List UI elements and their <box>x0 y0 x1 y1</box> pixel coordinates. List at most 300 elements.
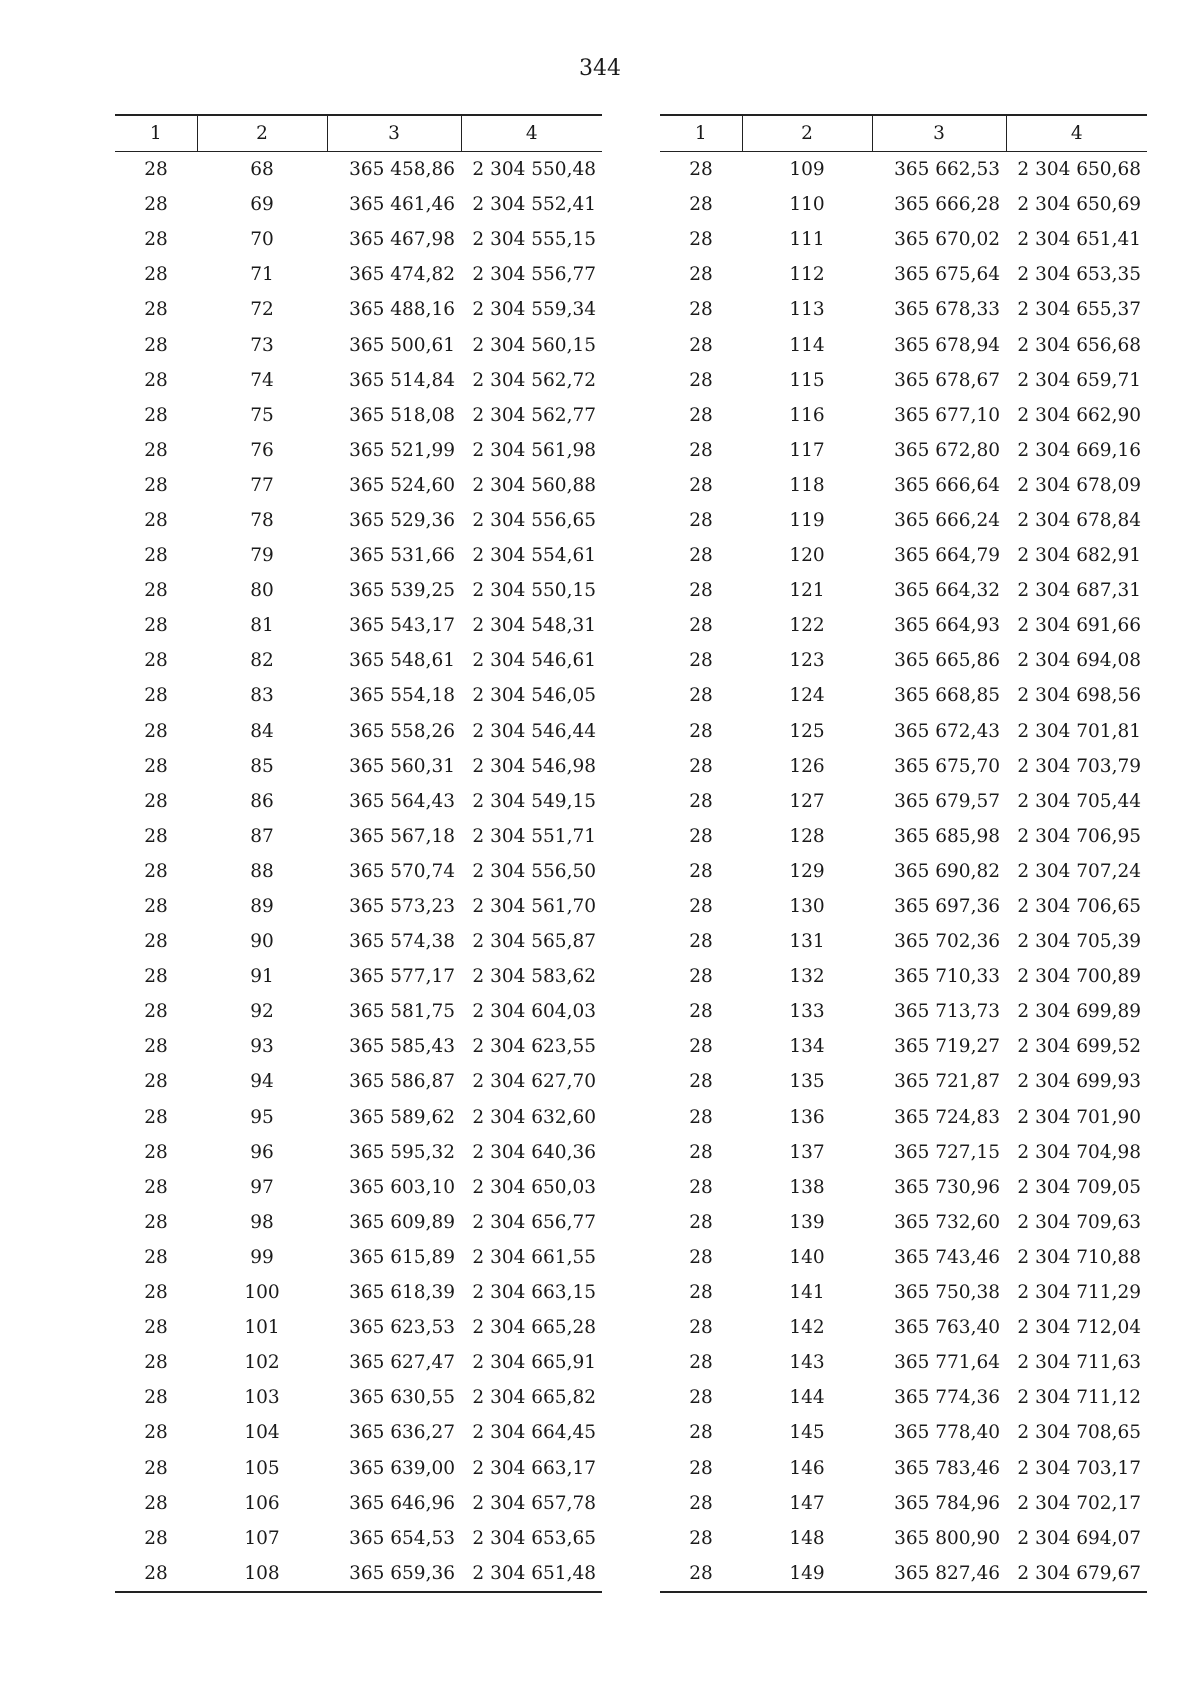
cell-coordinate-y: 2 304 682,91 <box>1017 545 1141 567</box>
header-col-4: 4 <box>1006 115 1147 152</box>
cell-coordinate-x: 365 675,70 <box>894 755 1000 777</box>
cell-point-number: 102 <box>244 1352 280 1374</box>
cell-section: 28 <box>689 650 713 672</box>
cell-section: 28 <box>144 1317 168 1339</box>
cell-point-number: 95 <box>250 1106 274 1128</box>
cell-coordinate-x: 365 560,31 <box>349 755 455 777</box>
cell-point-number: 85 <box>250 755 274 777</box>
cell-coordinate-x: 365 724,83 <box>894 1106 1000 1128</box>
cell-section: 28 <box>144 439 168 461</box>
cell-coordinate-y: 2 304 687,31 <box>1017 580 1141 602</box>
cell-section: 28 <box>689 1527 713 1549</box>
table-row <box>115 503 602 538</box>
cell-coordinate-y: 2 304 657,78 <box>472 1492 596 1514</box>
cell-coordinate-x: 365 581,75 <box>349 1001 455 1023</box>
cell-coordinate-y: 2 304 663,17 <box>472 1457 596 1479</box>
cell-point-number: 142 <box>789 1317 825 1339</box>
table-row <box>660 1345 1147 1380</box>
table-row <box>115 1486 602 1521</box>
cell-coordinate-y: 2 304 556,65 <box>472 509 596 531</box>
cell-section: 28 <box>144 1246 168 1268</box>
cell-section: 28 <box>144 1457 168 1479</box>
cell-coordinate-y: 2 304 623,55 <box>472 1036 596 1058</box>
cell-point-number: 77 <box>250 474 274 496</box>
cell-section: 28 <box>689 299 713 321</box>
cell-point-number: 100 <box>244 1282 280 1304</box>
cell-coordinate-x: 365 713,73 <box>894 1001 1000 1023</box>
cell-coordinate-x: 365 710,33 <box>894 966 1000 988</box>
cell-section: 28 <box>144 229 168 251</box>
cell-section: 28 <box>689 194 713 216</box>
cell-point-number: 138 <box>789 1176 825 1198</box>
cell-coordinate-y: 2 304 565,87 <box>472 931 596 953</box>
cell-point-number: 80 <box>250 580 274 602</box>
cell-section: 28 <box>689 264 713 286</box>
table-row <box>115 749 602 784</box>
cell-coordinate-x: 365 618,39 <box>349 1282 455 1304</box>
cell-coordinate-x: 365 677,10 <box>894 404 1000 426</box>
table-row <box>115 222 602 257</box>
table-row <box>660 889 1147 924</box>
table-row <box>660 1521 1147 1556</box>
cell-coordinate-y: 2 304 651,48 <box>472 1562 596 1584</box>
cell-coordinate-y: 2 304 548,31 <box>472 615 596 637</box>
cell-section: 28 <box>144 1001 168 1023</box>
table-row <box>115 1521 602 1556</box>
cell-point-number: 108 <box>244 1562 280 1584</box>
table-row <box>660 152 1147 188</box>
cell-coordinate-x: 365 639,00 <box>349 1457 455 1479</box>
cell-coordinate-x: 365 763,40 <box>894 1317 1000 1339</box>
cell-coordinate-y: 2 304 632,60 <box>472 1106 596 1128</box>
table-row <box>660 1450 1147 1485</box>
cell-point-number: 88 <box>250 860 274 882</box>
table-row <box>115 1100 602 1135</box>
cell-coordinate-y: 2 304 653,65 <box>472 1527 596 1549</box>
table-row <box>660 819 1147 854</box>
cell-section: 28 <box>689 474 713 496</box>
cell-point-number: 126 <box>789 755 825 777</box>
table-row <box>660 292 1147 327</box>
cell-coordinate-y: 2 304 678,09 <box>1017 474 1141 496</box>
cell-coordinate-y: 2 304 552,41 <box>472 194 596 216</box>
cell-coordinate-y: 2 304 546,44 <box>472 720 596 742</box>
table-row <box>115 1240 602 1275</box>
cell-point-number: 124 <box>789 685 825 707</box>
cell-coordinate-y: 2 304 705,44 <box>1017 790 1141 812</box>
cell-point-number: 92 <box>250 1001 274 1023</box>
cell-point-number: 133 <box>789 1001 825 1023</box>
table-row <box>115 257 602 292</box>
cell-section: 28 <box>689 1457 713 1479</box>
cell-coordinate-y: 2 304 556,50 <box>472 860 596 882</box>
table-row <box>115 363 602 398</box>
table-header-row <box>660 115 1147 152</box>
cell-coordinate-x: 365 668,85 <box>894 685 1000 707</box>
table-row <box>660 678 1147 713</box>
cell-coordinate-y: 2 304 650,03 <box>472 1176 596 1198</box>
cell-coordinate-y: 2 304 663,15 <box>472 1282 596 1304</box>
cell-coordinate-x: 365 529,36 <box>349 509 455 531</box>
cell-coordinate-x: 365 664,32 <box>894 580 1000 602</box>
cell-section: 28 <box>689 1176 713 1198</box>
table-row <box>115 819 602 854</box>
cell-section: 28 <box>144 931 168 953</box>
cell-coordinate-x: 365 678,67 <box>894 369 1000 391</box>
cell-section: 28 <box>144 1282 168 1304</box>
table-row <box>660 538 1147 573</box>
cell-point-number: 148 <box>789 1527 825 1549</box>
cell-coordinate-x: 365 636,27 <box>349 1422 455 1444</box>
cell-section: 28 <box>144 1141 168 1163</box>
cell-section: 28 <box>689 966 713 988</box>
header-col-1: 1 <box>115 115 197 152</box>
cell-point-number: 144 <box>789 1387 825 1409</box>
cell-point-number: 99 <box>250 1246 274 1268</box>
cell-section: 28 <box>144 650 168 672</box>
cell-coordinate-x: 365 543,17 <box>349 615 455 637</box>
cell-section: 28 <box>144 685 168 707</box>
page-number: 344 <box>579 56 621 81</box>
cell-section: 28 <box>144 1071 168 1093</box>
right-table-body <box>660 152 1147 1592</box>
table-row <box>115 292 602 327</box>
cell-coordinate-y: 2 304 706,95 <box>1017 825 1141 847</box>
left-table-body <box>115 152 602 1592</box>
table-row <box>115 1275 602 1310</box>
cell-coordinate-x: 365 666,28 <box>894 194 1000 216</box>
cell-coordinate-y: 2 304 705,39 <box>1017 931 1141 953</box>
cell-point-number: 127 <box>789 790 825 812</box>
cell-section: 28 <box>689 229 713 251</box>
cell-section: 28 <box>144 369 168 391</box>
cell-coordinate-y: 2 304 678,84 <box>1017 509 1141 531</box>
cell-section: 28 <box>689 1036 713 1058</box>
cell-point-number: 73 <box>250 334 274 356</box>
cell-coordinate-x: 365 783,46 <box>894 1457 1000 1479</box>
cell-coordinate-x: 365 730,96 <box>894 1176 1000 1198</box>
table-row <box>660 573 1147 608</box>
cell-coordinate-x: 365 521,99 <box>349 439 455 461</box>
cell-coordinate-x: 365 467,98 <box>349 229 455 251</box>
table-row <box>660 784 1147 819</box>
table-row <box>660 327 1147 362</box>
cell-point-number: 69 <box>250 194 274 216</box>
table-row <box>660 994 1147 1029</box>
cell-coordinate-x: 365 771,64 <box>894 1352 1000 1374</box>
cell-section: 28 <box>689 790 713 812</box>
cell-coordinate-y: 2 304 703,79 <box>1017 755 1141 777</box>
cell-point-number: 122 <box>789 615 825 637</box>
cell-point-number: 94 <box>250 1071 274 1093</box>
table-row <box>115 1345 602 1380</box>
cell-section: 28 <box>144 509 168 531</box>
cell-coordinate-x: 365 574,38 <box>349 931 455 953</box>
table-row <box>115 1450 602 1485</box>
cell-point-number: 115 <box>789 369 825 391</box>
cell-coordinate-y: 2 304 665,82 <box>472 1387 596 1409</box>
cell-section: 28 <box>144 1422 168 1444</box>
cell-coordinate-x: 365 558,26 <box>349 720 455 742</box>
cell-point-number: 136 <box>789 1106 825 1128</box>
cell-section: 28 <box>689 1001 713 1023</box>
cell-coordinate-y: 2 304 701,81 <box>1017 720 1141 742</box>
cell-section: 28 <box>689 1317 713 1339</box>
cell-point-number: 121 <box>789 580 825 602</box>
cell-coordinate-y: 2 304 661,55 <box>472 1246 596 1268</box>
cell-section: 28 <box>689 1246 713 1268</box>
cell-coordinate-y: 2 304 653,35 <box>1017 264 1141 286</box>
cell-point-number: 116 <box>789 404 825 426</box>
cell-coordinate-y: 2 304 655,37 <box>1017 299 1141 321</box>
table-row <box>660 1380 1147 1415</box>
cell-coordinate-y: 2 304 560,15 <box>472 334 596 356</box>
cell-coordinate-x: 365 539,25 <box>349 580 455 602</box>
cell-section: 28 <box>689 369 713 391</box>
header-col-2: 2 <box>742 115 872 152</box>
header-col-2: 2 <box>197 115 327 152</box>
cell-coordinate-y: 2 304 691,66 <box>1017 615 1141 637</box>
table-row <box>660 363 1147 398</box>
cell-section: 28 <box>144 474 168 496</box>
cell-coordinate-x: 365 685,98 <box>894 825 1000 847</box>
cell-coordinate-y: 2 304 699,52 <box>1017 1036 1141 1058</box>
cell-coordinate-x: 365 585,43 <box>349 1036 455 1058</box>
cell-coordinate-y: 2 304 546,05 <box>472 685 596 707</box>
cell-coordinate-x: 365 678,94 <box>894 334 1000 356</box>
cell-coordinate-x: 365 678,33 <box>894 299 1000 321</box>
cell-section: 28 <box>144 1562 168 1584</box>
table-row <box>660 714 1147 749</box>
cell-coordinate-x: 365 623,53 <box>349 1317 455 1339</box>
cell-coordinate-x: 365 577,17 <box>349 966 455 988</box>
cell-coordinate-y: 2 304 656,68 <box>1017 334 1141 356</box>
cell-coordinate-y: 2 304 703,17 <box>1017 1457 1141 1479</box>
cell-section: 28 <box>689 509 713 531</box>
cell-point-number: 106 <box>244 1492 280 1514</box>
cell-section: 28 <box>689 1387 713 1409</box>
cell-coordinate-x: 365 570,74 <box>349 860 455 882</box>
cell-section: 28 <box>689 1562 713 1584</box>
cell-coordinate-y: 2 304 640,36 <box>472 1141 596 1163</box>
cell-point-number: 76 <box>250 439 274 461</box>
cell-point-number: 112 <box>789 264 825 286</box>
cell-section: 28 <box>144 159 168 181</box>
cell-section: 28 <box>144 825 168 847</box>
table-row <box>660 1415 1147 1450</box>
cell-coordinate-x: 365 721,87 <box>894 1071 1000 1093</box>
cell-coordinate-y: 2 304 702,17 <box>1017 1492 1141 1514</box>
cell-coordinate-x: 365 666,24 <box>894 509 1000 531</box>
left-table-container <box>115 114 602 1593</box>
cell-point-number: 86 <box>250 790 274 812</box>
cell-point-number: 104 <box>244 1422 280 1444</box>
table-row <box>115 1135 602 1170</box>
cell-coordinate-y: 2 304 700,89 <box>1017 966 1141 988</box>
cell-coordinate-y: 2 304 711,12 <box>1017 1387 1141 1409</box>
cell-coordinate-x: 365 743,46 <box>894 1246 1000 1268</box>
cell-point-number: 84 <box>250 720 274 742</box>
cell-coordinate-x: 365 603,10 <box>349 1176 455 1198</box>
cell-coordinate-y: 2 304 651,41 <box>1017 229 1141 251</box>
table-row <box>115 538 602 573</box>
cell-point-number: 123 <box>789 650 825 672</box>
cell-point-number: 98 <box>250 1211 274 1233</box>
cell-point-number: 128 <box>789 825 825 847</box>
cell-point-number: 72 <box>250 299 274 321</box>
table-row <box>115 854 602 889</box>
cell-section: 28 <box>689 404 713 426</box>
cell-point-number: 90 <box>250 931 274 953</box>
cell-section: 28 <box>144 896 168 918</box>
table-row <box>660 749 1147 784</box>
cell-coordinate-x: 365 488,16 <box>349 299 455 321</box>
cell-coordinate-y: 2 304 665,91 <box>472 1352 596 1374</box>
table-row <box>115 608 602 643</box>
cell-coordinate-y: 2 304 560,88 <box>472 474 596 496</box>
cell-section: 28 <box>689 720 713 742</box>
cell-section: 28 <box>689 896 713 918</box>
table-row <box>115 573 602 608</box>
table-row <box>660 1029 1147 1064</box>
cell-coordinate-y: 2 304 704,98 <box>1017 1141 1141 1163</box>
cell-point-number: 145 <box>789 1422 825 1444</box>
cell-coordinate-y: 2 304 549,15 <box>472 790 596 812</box>
cell-point-number: 134 <box>789 1036 825 1058</box>
cell-coordinate-x: 365 609,89 <box>349 1211 455 1233</box>
table-row <box>660 433 1147 468</box>
cell-point-number: 81 <box>250 615 274 637</box>
table-row <box>115 959 602 994</box>
table-row <box>660 643 1147 678</box>
cell-coordinate-x: 365 595,32 <box>349 1141 455 1163</box>
cell-coordinate-x: 365 474,82 <box>349 264 455 286</box>
cell-coordinate-y: 2 304 711,63 <box>1017 1352 1141 1374</box>
cell-point-number: 143 <box>789 1352 825 1374</box>
cell-coordinate-y: 2 304 707,24 <box>1017 860 1141 882</box>
table-row <box>660 187 1147 222</box>
cell-section: 28 <box>144 1036 168 1058</box>
cell-coordinate-x: 365 573,23 <box>349 896 455 918</box>
table-row <box>660 1556 1147 1592</box>
cell-coordinate-x: 365 531,66 <box>349 545 455 567</box>
cell-coordinate-y: 2 304 550,15 <box>472 580 596 602</box>
table-row <box>660 1064 1147 1099</box>
header-col-1: 1 <box>660 115 742 152</box>
cell-coordinate-y: 2 304 710,88 <box>1017 1246 1141 1268</box>
cell-coordinate-y: 2 304 694,08 <box>1017 650 1141 672</box>
table-row <box>115 889 602 924</box>
cell-coordinate-y: 2 304 604,03 <box>472 1001 596 1023</box>
cell-section: 28 <box>689 931 713 953</box>
table-row <box>660 1486 1147 1521</box>
cell-point-number: 139 <box>789 1211 825 1233</box>
cell-point-number: 120 <box>789 545 825 567</box>
cell-coordinate-x: 365 458,86 <box>349 159 455 181</box>
cell-point-number: 89 <box>250 896 274 918</box>
cell-section: 28 <box>689 159 713 181</box>
cell-coordinate-y: 2 304 546,61 <box>472 650 596 672</box>
cell-coordinate-y: 2 304 711,29 <box>1017 1282 1141 1304</box>
cell-point-number: 131 <box>789 931 825 953</box>
cell-section: 28 <box>144 966 168 988</box>
cell-coordinate-x: 365 750,38 <box>894 1282 1000 1304</box>
table-row <box>660 1135 1147 1170</box>
cell-section: 28 <box>689 580 713 602</box>
cell-coordinate-y: 2 304 555,15 <box>472 229 596 251</box>
cell-coordinate-x: 365 662,53 <box>894 159 1000 181</box>
table-row <box>115 678 602 713</box>
cell-coordinate-x: 365 719,27 <box>894 1036 1000 1058</box>
cell-coordinate-y: 2 304 583,62 <box>472 966 596 988</box>
table-row <box>115 1556 602 1592</box>
cell-coordinate-y: 2 304 712,04 <box>1017 1317 1141 1339</box>
cell-point-number: 87 <box>250 825 274 847</box>
coordinates-table-right <box>660 114 1147 1593</box>
cell-section: 28 <box>689 1492 713 1514</box>
cell-coordinate-x: 365 727,15 <box>894 1141 1000 1163</box>
cell-coordinate-x: 365 500,61 <box>349 334 455 356</box>
table-row <box>115 1029 602 1064</box>
cell-coordinate-x: 365 461,46 <box>349 194 455 216</box>
table-row <box>115 1415 602 1450</box>
table-row <box>660 1100 1147 1135</box>
cell-coordinate-x: 365 518,08 <box>349 404 455 426</box>
cell-coordinate-y: 2 304 679,67 <box>1017 1562 1141 1584</box>
cell-coordinate-y: 2 304 546,98 <box>472 755 596 777</box>
cell-point-number: 118 <box>789 474 825 496</box>
cell-section: 28 <box>144 580 168 602</box>
table-row <box>660 924 1147 959</box>
cell-coordinate-x: 365 732,60 <box>894 1211 1000 1233</box>
cell-coordinate-y: 2 304 562,77 <box>472 404 596 426</box>
cell-coordinate-y: 2 304 650,68 <box>1017 159 1141 181</box>
cell-coordinate-x: 365 672,80 <box>894 439 1000 461</box>
cell-section: 28 <box>689 685 713 707</box>
cell-section: 28 <box>144 720 168 742</box>
cell-section: 28 <box>689 755 713 777</box>
cell-section: 28 <box>144 299 168 321</box>
cell-coordinate-y: 2 304 556,77 <box>472 264 596 286</box>
table-row <box>115 1064 602 1099</box>
cell-section: 28 <box>144 404 168 426</box>
table-row <box>115 1170 602 1205</box>
cell-section: 28 <box>144 194 168 216</box>
cell-point-number: 137 <box>789 1141 825 1163</box>
table-row <box>115 924 602 959</box>
cell-coordinate-y: 2 304 650,69 <box>1017 194 1141 216</box>
cell-coordinate-x: 365 800,90 <box>894 1527 1000 1549</box>
table-row <box>115 468 602 503</box>
cell-coordinate-y: 2 304 554,61 <box>472 545 596 567</box>
table-row <box>115 187 602 222</box>
header-col-3: 3 <box>327 115 461 152</box>
cell-section: 28 <box>689 1282 713 1304</box>
cell-coordinate-x: 365 672,43 <box>894 720 1000 742</box>
cell-section: 28 <box>144 334 168 356</box>
cell-coordinate-x: 365 586,87 <box>349 1071 455 1093</box>
cell-coordinate-y: 2 304 662,90 <box>1017 404 1141 426</box>
cell-point-number: 75 <box>250 404 274 426</box>
cell-coordinate-x: 365 675,64 <box>894 264 1000 286</box>
cell-coordinate-x: 365 630,55 <box>349 1387 455 1409</box>
cell-coordinate-x: 365 646,96 <box>349 1492 455 1514</box>
cell-coordinate-y: 2 304 669,16 <box>1017 439 1141 461</box>
table-row <box>115 152 602 188</box>
cell-coordinate-y: 2 304 706,65 <box>1017 896 1141 918</box>
cell-section: 28 <box>144 790 168 812</box>
cell-section: 28 <box>689 1141 713 1163</box>
